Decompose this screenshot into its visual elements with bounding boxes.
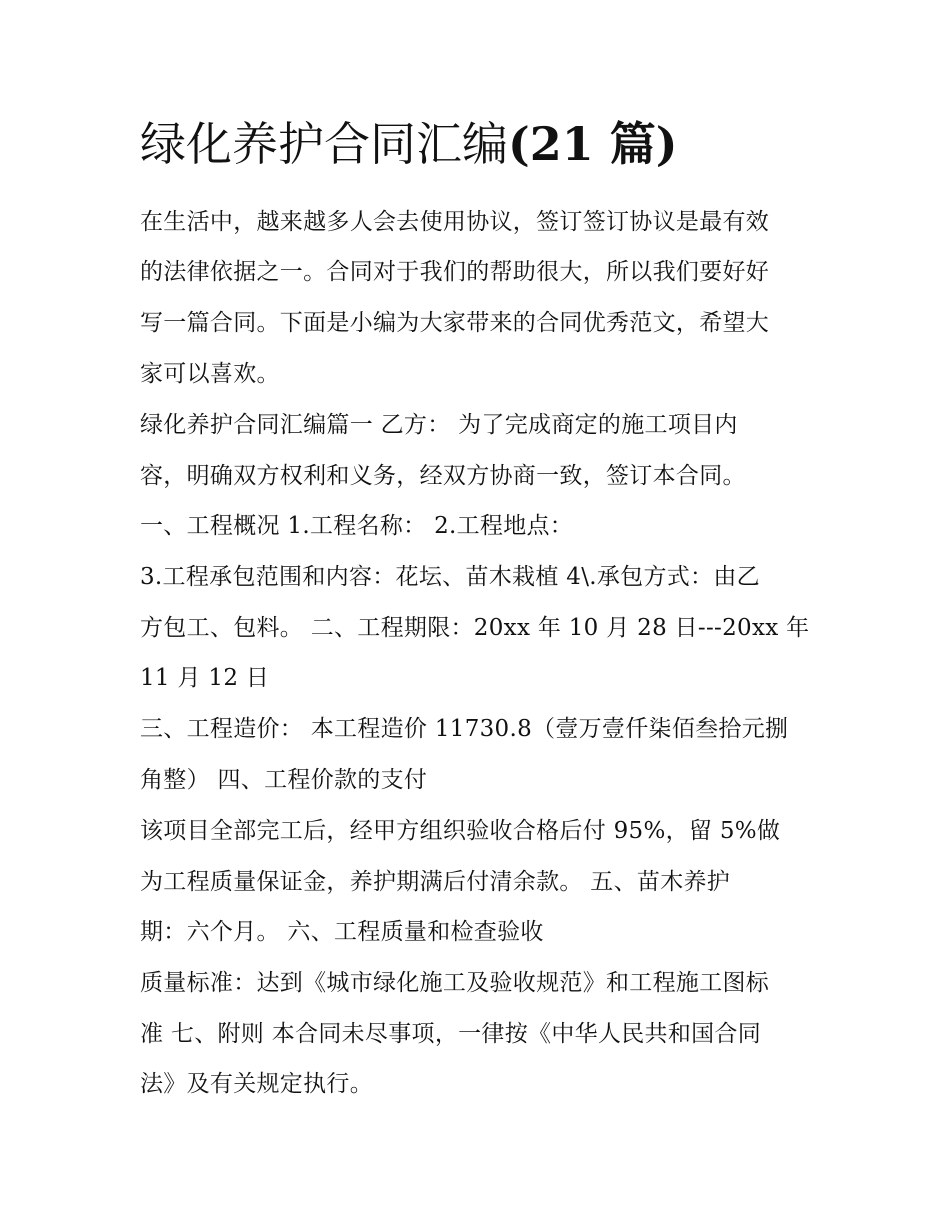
body-line-16: 质量标准：达到《城市绿化施工及验收规范》和工程施工图标 [140,970,770,996]
body-line-8: 3.工程承包范围和内容：花坛、苗木栽植 4\.承包方式：由乙 [140,564,760,590]
body-line-18: 法》及有关规定执行。 [140,1071,373,1097]
body-line-11: 三、工程造价： 本工程造价 11730.8（壹万壹仟柒佰叁拾元捌 [140,716,789,742]
document-title-suffix: (21 篇) [508,117,678,171]
body-line-12: 角整） 四、工程价款的支付 [140,767,428,793]
body-line-6: 容，明确双方权利和义务，经双方协商一致，签订本合同。 [140,463,746,489]
body-line-7: 一、工程概况 1.工程名称： 2.工程地点： [140,513,574,539]
body-line-15: 期：六个月。 六、工程质量和检查验收 [140,919,544,945]
body-line-2: 的法律依据之一。合同对于我们的帮助很大，所以我们要好好 [140,259,770,285]
body-line-5: 绿化养护合同汇编篇一 乙方： 为了完成商定的施工项目内 [140,412,738,438]
body-line-1: 在生活中，越来越多人会去使用协议，签订签订协议是最有效 [140,209,770,235]
body-line-4: 家可以喜欢。 [140,361,280,387]
body-line-9: 方包工、包料。 二、工程期限：20xx 年 10 月 28 日---20xx 年 [140,615,810,641]
body-line-10: 11 月 12 日 [140,665,270,691]
document-title-main: 绿化养护合同汇编 [140,117,508,171]
document-title [140,112,678,176]
body-line-13: 该项目全部完工后，经甲方组织验收合格后付 95%，留 5%做 [140,818,781,844]
body-line-17: 准 七、附则 本合同未尽事项，一律按《中华人民共和国合同 [140,1021,762,1047]
body-line-14: 为工程质量保证金，养护期满后付清余款。 五、苗木养护 [140,869,731,895]
body-line-3: 写一篇合同。下面是小编为大家带来的合同优秀范文，希望大 [140,310,770,336]
